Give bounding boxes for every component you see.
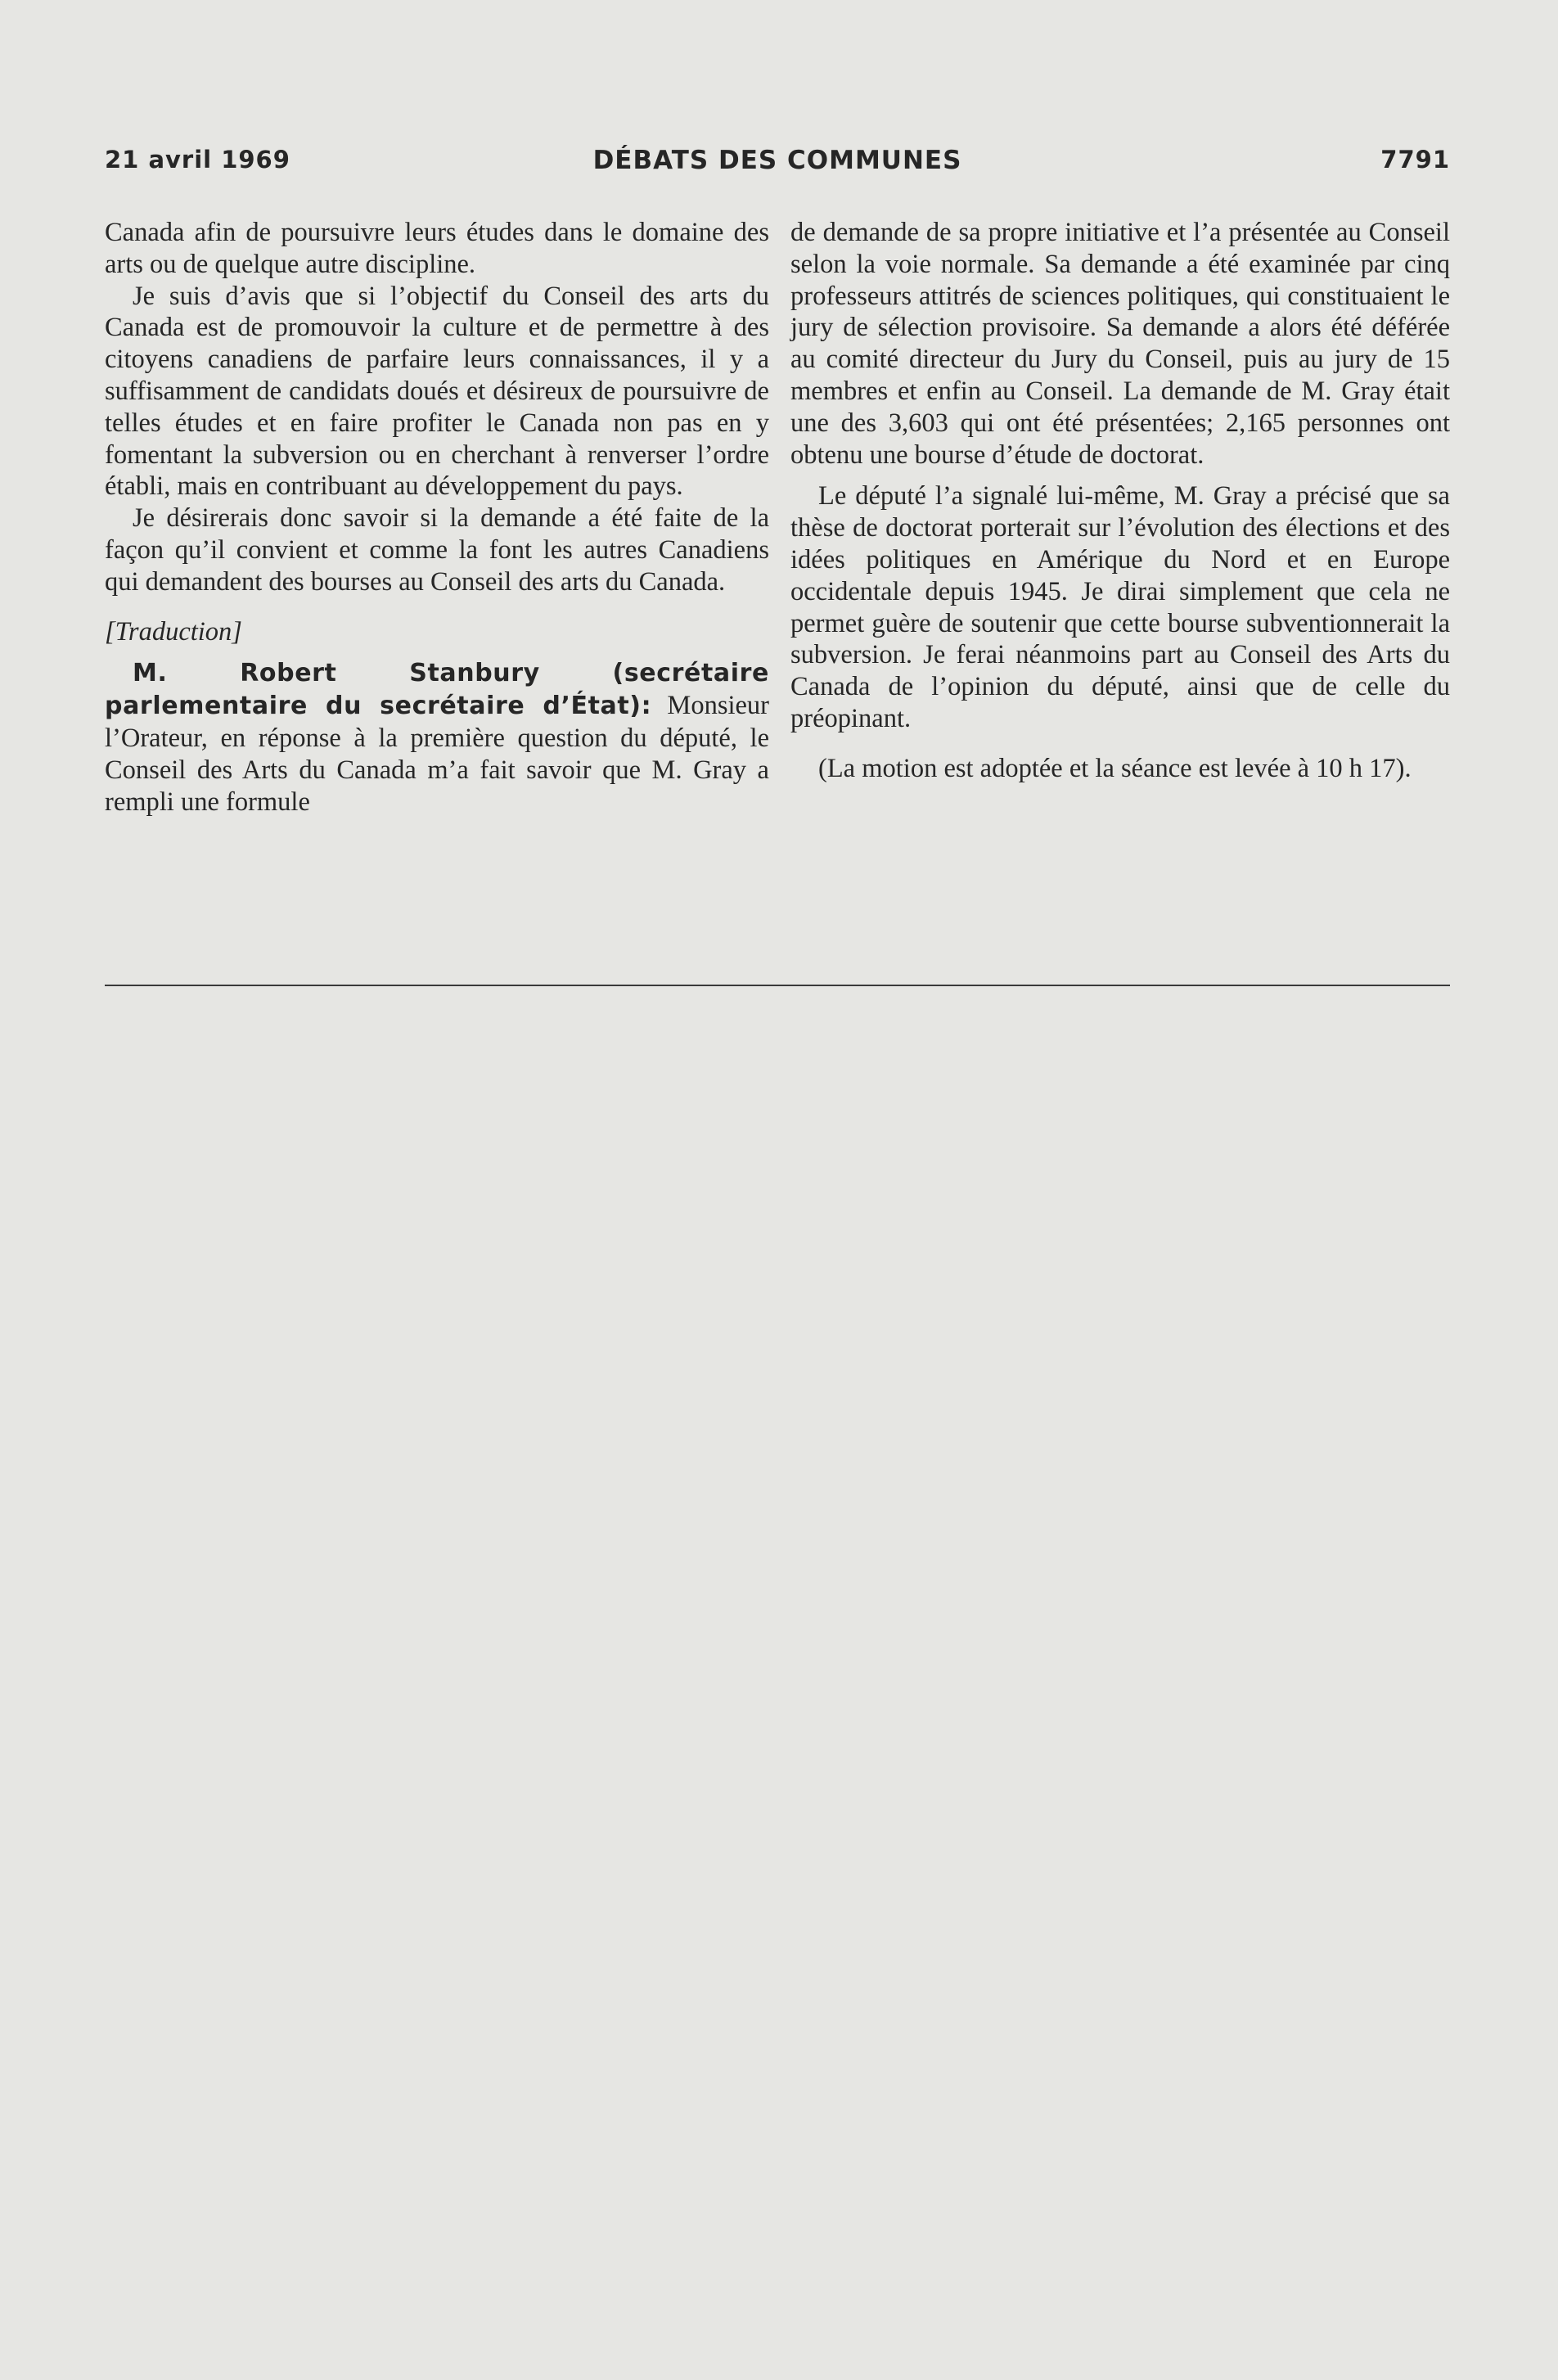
header-title: DÉBATS DES COMMUNES xyxy=(592,146,962,175)
paragraph: Je suis d’avis que si l’objectif du Conseil des arts du Canada est de promouvoir la culture et de permettre à des citoyens canadiens de parfaire leurs connaissances, il y a suffisamment de candidats doués et désireux de poursuivre de telles études et en faire profiter le Canada non pas en y fomentant la subversion ou en cherchant à renverser l’ordre établi, mais en contribuant au développement du pays. xyxy=(105,281,769,502)
paragraph: de demande de sa propre initiative et l’a présentée au Conseil selon la voie normale. Sa demande a été examinée par cinq professeurs attitrés de sciences politiques, qui constituaient le jury de sélection provisoire. Sa demande a alors été déférée au comité directeur du Jury du Conseil, puis au jury de 15 membres et enfin au Conseil. La demande de M. Gray était une des 3,603 qui ont été présentées; 2,165 personnes ont obtenu une bourse d’étude de doctorat. xyxy=(790,218,1450,470)
page-header xyxy=(105,146,1450,188)
right-column xyxy=(790,217,1450,785)
speech-text: Monsieur l’Orateur, en réponse à la première question du député, le Conseil des Arts du Canada m’a fait savoir que M. Gray a rempli une formule xyxy=(105,691,769,817)
paragraph: Canada afin de poursuivre leurs études dans le domaine des arts ou de quelque autre discipline. xyxy=(105,218,769,279)
left-column xyxy=(105,217,769,818)
paragraph: Je désirerais donc savoir si la demande a été faite de la façon qu’il convient et comme la font les autres Canadiens qui demandent des bourses au Conseil des arts du Canada. xyxy=(105,503,769,597)
speech-paragraph xyxy=(105,657,769,818)
header-date: 21 avril 1969 xyxy=(105,146,290,174)
translation-label: [Traduction] xyxy=(105,616,242,647)
section-divider xyxy=(105,985,1450,986)
page-number: 7791 xyxy=(1380,146,1450,174)
paragraph: Le député l’a signalé lui-même, M. Gray a précisé que sa thèse de doctorat porterait sur l’évolution des élections et des idées politiques en Amérique du Nord et en Europe occidentale depuis 1945. Je dirai simplement que cela ne permet guère de soutenir que cette bourse subventionnerait la subversion. Je ferai néanmoins part au Conseil des Arts du Canada de l’opinion du député, ainsi que de celle du préopinant. xyxy=(790,481,1450,733)
speaker-name: M. Robert Stanbury (secrétaire parlementaire du secrétaire d’État): xyxy=(105,659,769,721)
closing-note: (La motion est adoptée et la séance est levée à 10 h 17). xyxy=(818,753,1412,783)
